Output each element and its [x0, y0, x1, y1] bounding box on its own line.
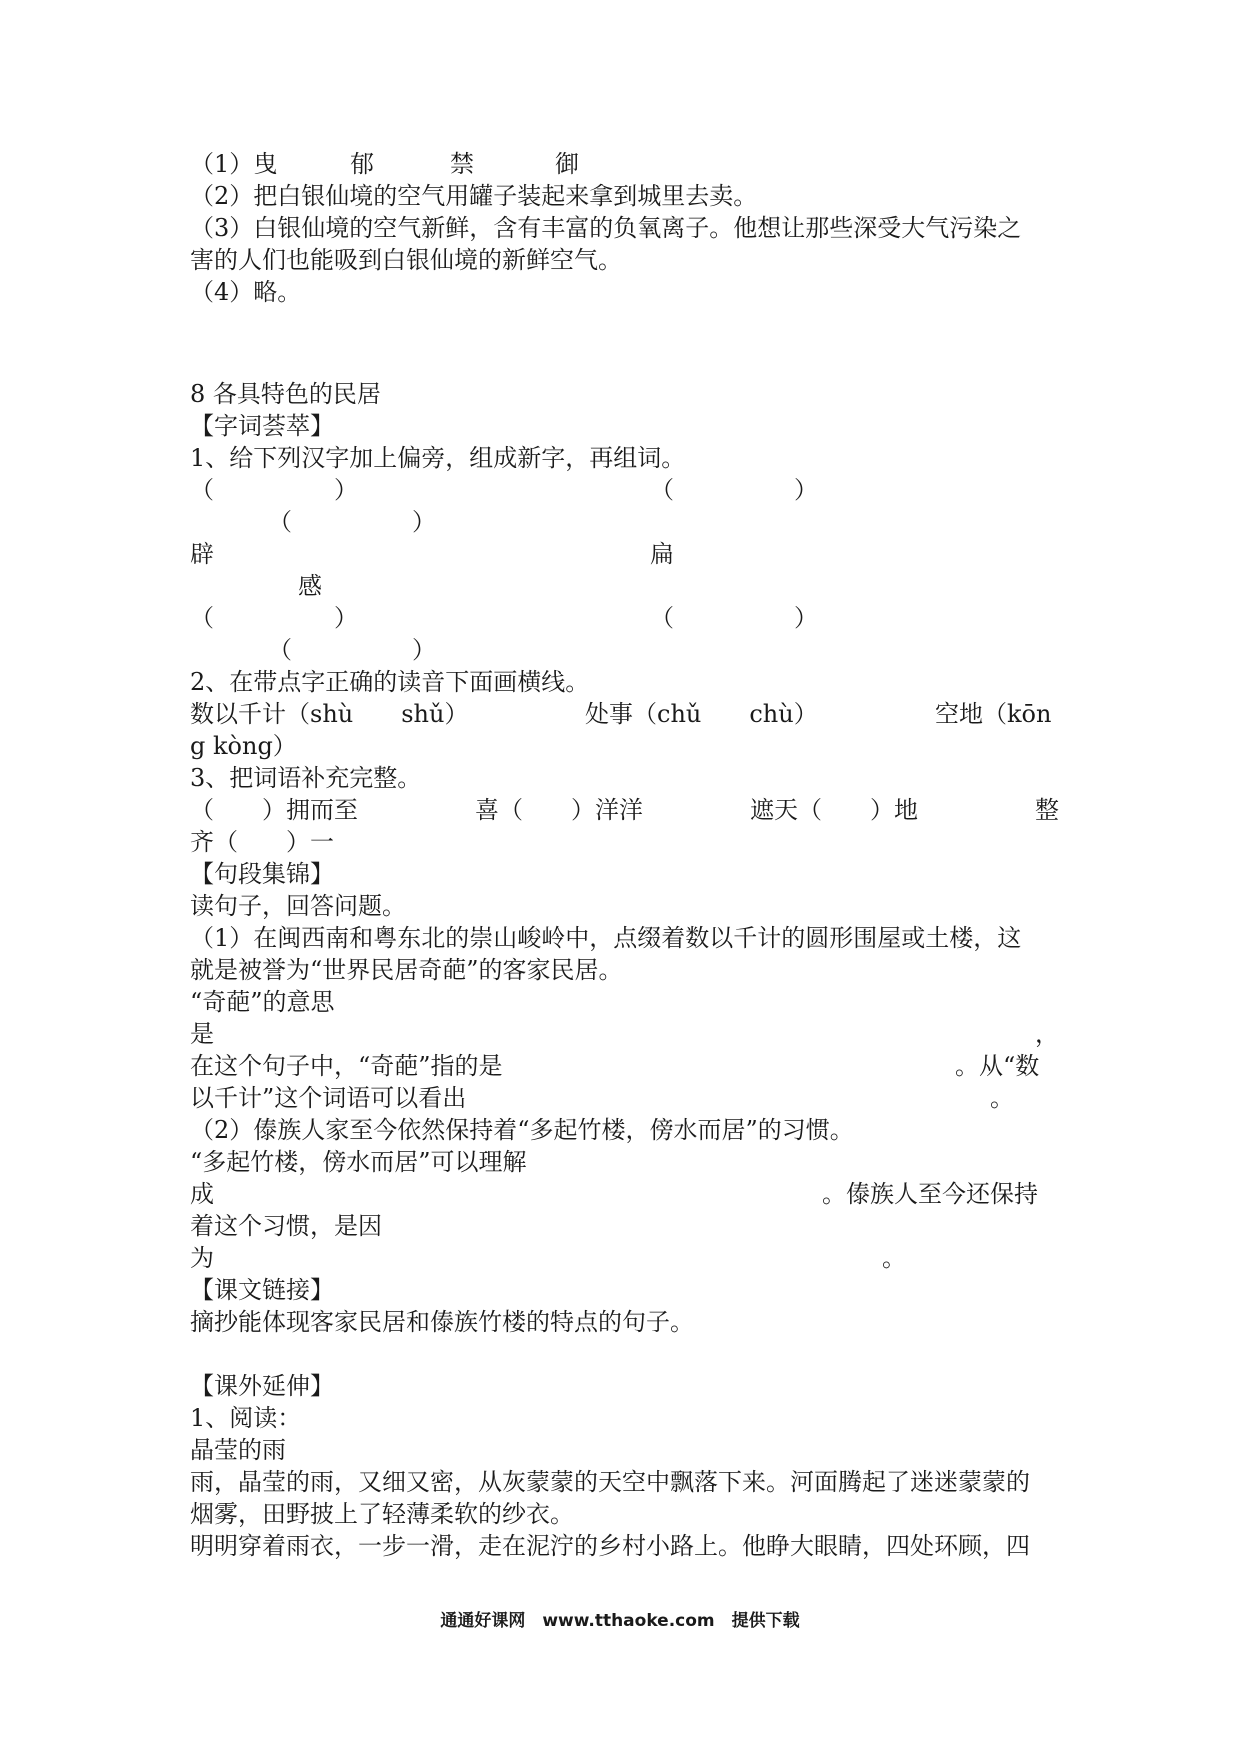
blank-paren: （ ） [268, 508, 436, 536]
char-pi: 辟 [190, 540, 214, 568]
blank-paren: （ ） [268, 636, 436, 664]
question-3-item-b: 喜（ ）洋洋 [475, 796, 643, 824]
sentence-2-q1-end: 。傣族人至今还保持 [822, 1180, 1038, 1208]
sentence-1-line1: （1）在闽西南和粤东北的崇山峻岭中，点缀着数以千计的圆形围屋或土楼，这 [190, 924, 1022, 952]
answer-3-line1: （3）白银仙境的空气新鲜，含有丰富的负氧离子。他想让那些深受大气污染之 [190, 214, 1022, 242]
question-3: 3、把词语补充完整。 [190, 764, 422, 792]
sentence-1-q3-end: 。 [990, 1084, 1014, 1112]
sentence-1-q1-cont: 是 [190, 1020, 214, 1048]
page-footer: 通通好课网 www.tthaoke.com 提供下载 [440, 1611, 800, 1631]
section-sentences-heading: 【句段集锦】 [190, 860, 334, 888]
sentence-1-q1: “奇葩”的意思 [190, 988, 335, 1016]
lesson-title: 8 各具特色的民居 [190, 380, 381, 408]
sentence-2-q2-end: 。 [882, 1244, 906, 1272]
sentence-2-q1: “多起竹楼，傍水而居”可以理解 [190, 1148, 527, 1176]
question-3-item-d: 整 [1035, 796, 1059, 824]
section-extension-heading: 【课外延伸】 [190, 1372, 334, 1400]
blank-paren: （ ） [650, 476, 818, 504]
question-3-item-a: （ ）拥而至 [190, 796, 358, 824]
sentence-2-q2: 着这个习惯，是因 [190, 1212, 382, 1240]
read-instruction: 读句子，回答问题。 [190, 892, 406, 920]
question-2-item-c-cont: g kòng） [190, 732, 297, 760]
sentence-2-q2-cont: 为 [190, 1244, 214, 1272]
blank-paren: （ ） [650, 604, 818, 632]
blank-paren: （ ） [190, 604, 358, 632]
sentence-1-q3: 以千计”这个词语可以看出 [190, 1084, 467, 1112]
answer-2: （2）把白银仙境的空气用罐子装起来拿到城里去卖。 [190, 182, 758, 210]
sentence-2-line1: （2）傣族人家至今依然保持着“多起竹楼，傍水而居”的习惯。 [190, 1116, 854, 1144]
section-vocab-heading: 【字词荟萃】 [190, 412, 334, 440]
answer-4: （4）略。 [190, 278, 302, 306]
answer-3-line2: 害的人们也能吸到白银仙境的新鲜空气。 [190, 246, 622, 274]
sentence-1-q2: 在这个句子中，“奇葩”指的是 [190, 1052, 503, 1080]
story-title: 晶莹的雨 [190, 1436, 286, 1464]
question-3-item-c: 遮天（ ）地 [750, 796, 918, 824]
answer-1-char-yu: 郁 [350, 150, 374, 178]
question-2-item-a: 数以千计（shù shǔ） [190, 700, 469, 728]
section-link-heading: 【课文链接】 [190, 1276, 334, 1304]
question-3-item-d-cont: 齐（ ）一 [190, 828, 334, 856]
blank-paren: （ ） [190, 476, 358, 504]
sentence-1-q2-end: 。从“数 [955, 1052, 1040, 1080]
question-1: 1、给下列汉字加上偏旁，组成新字，再组词。 [190, 444, 686, 472]
question-2-item-b: 处事（chǔ chù） [585, 700, 818, 728]
answer-1-label: （1）曳 [190, 150, 278, 178]
sentence-2-q1-cont: 成 [190, 1180, 214, 1208]
sentence-1-q1-end: ， [1035, 1020, 1059, 1048]
story-paragraph-1-line2: 烟雾，田野披上了轻薄柔软的纱衣。 [190, 1500, 574, 1528]
answer-1-char-yu2: 御 [555, 150, 579, 178]
question-2: 2、在带点字正确的读音下面画横线。 [190, 668, 590, 696]
answer-1-char-jin: 禁 [450, 150, 474, 178]
char-bian: 扁 [650, 540, 674, 568]
char-gan: 感 [298, 572, 322, 600]
extension-1: 1、阅读： [190, 1404, 302, 1432]
question-2-item-c: 空地（kōn [935, 700, 1052, 728]
link-instruction: 摘抄能体现客家民居和傣族竹楼的特点的句子。 [190, 1308, 694, 1336]
story-paragraph-2-line1: 明明穿着雨衣，一步一滑，走在泥泞的乡村小路上。他睁大眼睛，四处环顾，四 [190, 1532, 1030, 1560]
story-paragraph-1-line1: 雨，晶莹的雨，又细又密，从灰蒙蒙的天空中飘落下来。河面腾起了迷迷蒙蒙的 [190, 1468, 1030, 1496]
sentence-1-line2: 就是被誉为“世界民居奇葩”的客家民居。 [190, 956, 623, 984]
